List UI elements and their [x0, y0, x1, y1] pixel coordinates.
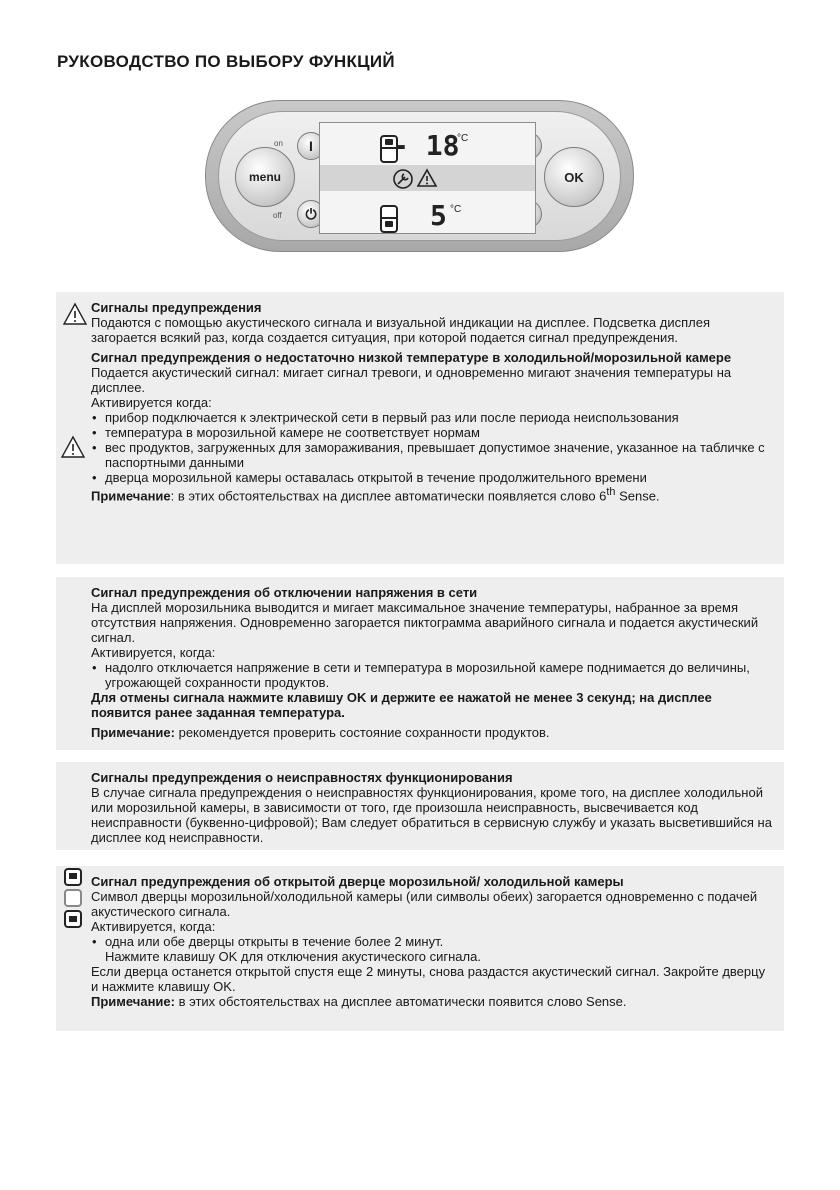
bullet-list — [91, 410, 774, 485]
activated-when: Активируется когда: — [91, 395, 212, 410]
section-title: Сигнал предупреждения об открытой дверце морозильной/ холодильной камеры — [91, 874, 624, 889]
note-text: в этих обстоятельствах на дисплее автоматически появится слово Sense. — [174, 994, 627, 1009]
section-power-failure — [56, 577, 784, 750]
section-intro: Подаются с помощью акустического сигнала и визуальной индикации на дисплее. Подсветка дисплея загорается всякий раз, когда создается ситуация, при которой подается сигнал предупреждения. — [91, 315, 711, 345]
section-warnings — [56, 292, 784, 564]
note-label: Примечание: — [91, 994, 175, 1009]
ok-button[interactable]: OK — [544, 147, 604, 207]
section-title: Сигналы предупреждения о неисправностях функционирования — [91, 770, 513, 785]
note — [91, 725, 774, 740]
note — [91, 485, 774, 503]
off-button[interactable]: ⏻ — [297, 200, 325, 228]
cancel-instruction: Для отмены сигнала нажмите клавишу OK и держите ее нажатой не менее 3 секунд; на дисплее появится ранее заданная температура. — [91, 690, 712, 720]
section-title: Сигналы предупреждения — [91, 300, 262, 315]
off-label: off — [273, 211, 282, 220]
list-item: • вес продуктов, загруженных для замораживания, превышает допустимое значение, указанное на табличке с паспортными данными — [105, 440, 774, 470]
section-malfunction — [56, 762, 784, 850]
service-wrench-icon — [392, 168, 414, 190]
section-title: Сигнал предупреждения об отключении напряжения в сети — [91, 585, 478, 600]
control-panel-inner — [218, 111, 621, 241]
door-icon — [64, 910, 82, 928]
list-item: • надолго отключается напряжение в сети и температура в морозильной камере поднимается до величины, угрожающей сохранности продуктов. — [105, 660, 774, 690]
freezer-degree-unit: °C — [457, 133, 469, 144]
section-open-door — [56, 866, 784, 1031]
note-label: Примечание: — [91, 725, 175, 740]
page-title: РУКОВОДСТВО ПО ВЫБОРУ ФУНКЦИЙ — [57, 52, 395, 71]
on-button[interactable]: I — [297, 132, 325, 160]
warning-triangle-icon — [60, 435, 86, 459]
door-icon — [64, 889, 82, 907]
activated-when: Активируется, когда: — [91, 919, 216, 934]
note-end: Sense. — [615, 488, 660, 504]
repeat-info: Если дверца останется открытой спустя еще 2 минуты, снова раздастся акустический сигнал. Закройте дверцу и нажмите клавишу OK. — [91, 964, 766, 994]
lcd-display — [319, 122, 536, 234]
section-description: Подается акустический сигнал: мигает сигнал тревоги, и одновременно мигают значения температуры на дисплее. — [91, 365, 732, 395]
door-icon — [64, 868, 82, 886]
section-description: На дисплей морозильника выводится и мигает максимальное значение температуры, набранное за время отсутствия напряжения. Одновременно загорается пиктограмма аварийного сигнала и подается акустический сигнал. — [91, 600, 759, 645]
list-item: • температура в морозильной камере не соответствует нормам — [105, 425, 774, 440]
section-subtitle: Сигнал предупреждения о недостаточно низкой температуре в холодильной/морозильной камере — [91, 350, 732, 365]
warning-triangle-icon — [62, 302, 88, 326]
control-panel — [205, 100, 634, 252]
bullet-list — [91, 660, 774, 690]
activated-when: Активируется, когда: — [91, 645, 216, 660]
fridge-door-icon — [380, 205, 398, 233]
section-description: В случае сигнала предупреждения о неисправностях функционирования, кроме того, на дисплее холодильной или морозильной камеры, в зависимости от того, где произошла неисправность, высвечивается код неисправности (буквенно-цифровой); Вам следует обратиться в сервисную службу и указать высветившийся на дисплее код неисправности. — [91, 785, 772, 845]
list-item: • дверца морозильной камеры оставалась открытой в течение продолжительного времени — [105, 470, 774, 485]
section-description: Символ дверцы морозильной/холодильной камеры (или символы обеих) загорается одновременно с подачей акустического сигнала. — [91, 889, 758, 919]
alarm-warning-icon — [416, 168, 438, 188]
note-text: рекомендуется проверить состояние сохранности продуктов. — [174, 725, 550, 740]
list-item: • одна или обе дверцы открыты в течение более 2 минут. — [105, 934, 774, 949]
note — [91, 994, 774, 1009]
note-superscript: th — [606, 486, 616, 498]
freezer-temperature: - 18 — [392, 129, 460, 162]
fridge-degree-unit: °C — [450, 204, 462, 215]
note-text: : в этих обстоятельствах на дисплее автоматически появляется слово 6 — [170, 488, 607, 504]
press-ok-instruction: Нажмите клавишу OK для отключения акустического сигнала. — [105, 949, 481, 964]
menu-button[interactable]: menu — [235, 147, 295, 207]
door-icons — [64, 868, 86, 931]
fridge-temperature: 5 — [430, 199, 447, 232]
on-label: on — [274, 139, 283, 148]
note-label: Примечание — [91, 488, 171, 504]
bullet-list — [91, 934, 774, 949]
list-item: • прибор подключается к электрической сети в первый раз или после периода неиспользования — [105, 410, 774, 425]
